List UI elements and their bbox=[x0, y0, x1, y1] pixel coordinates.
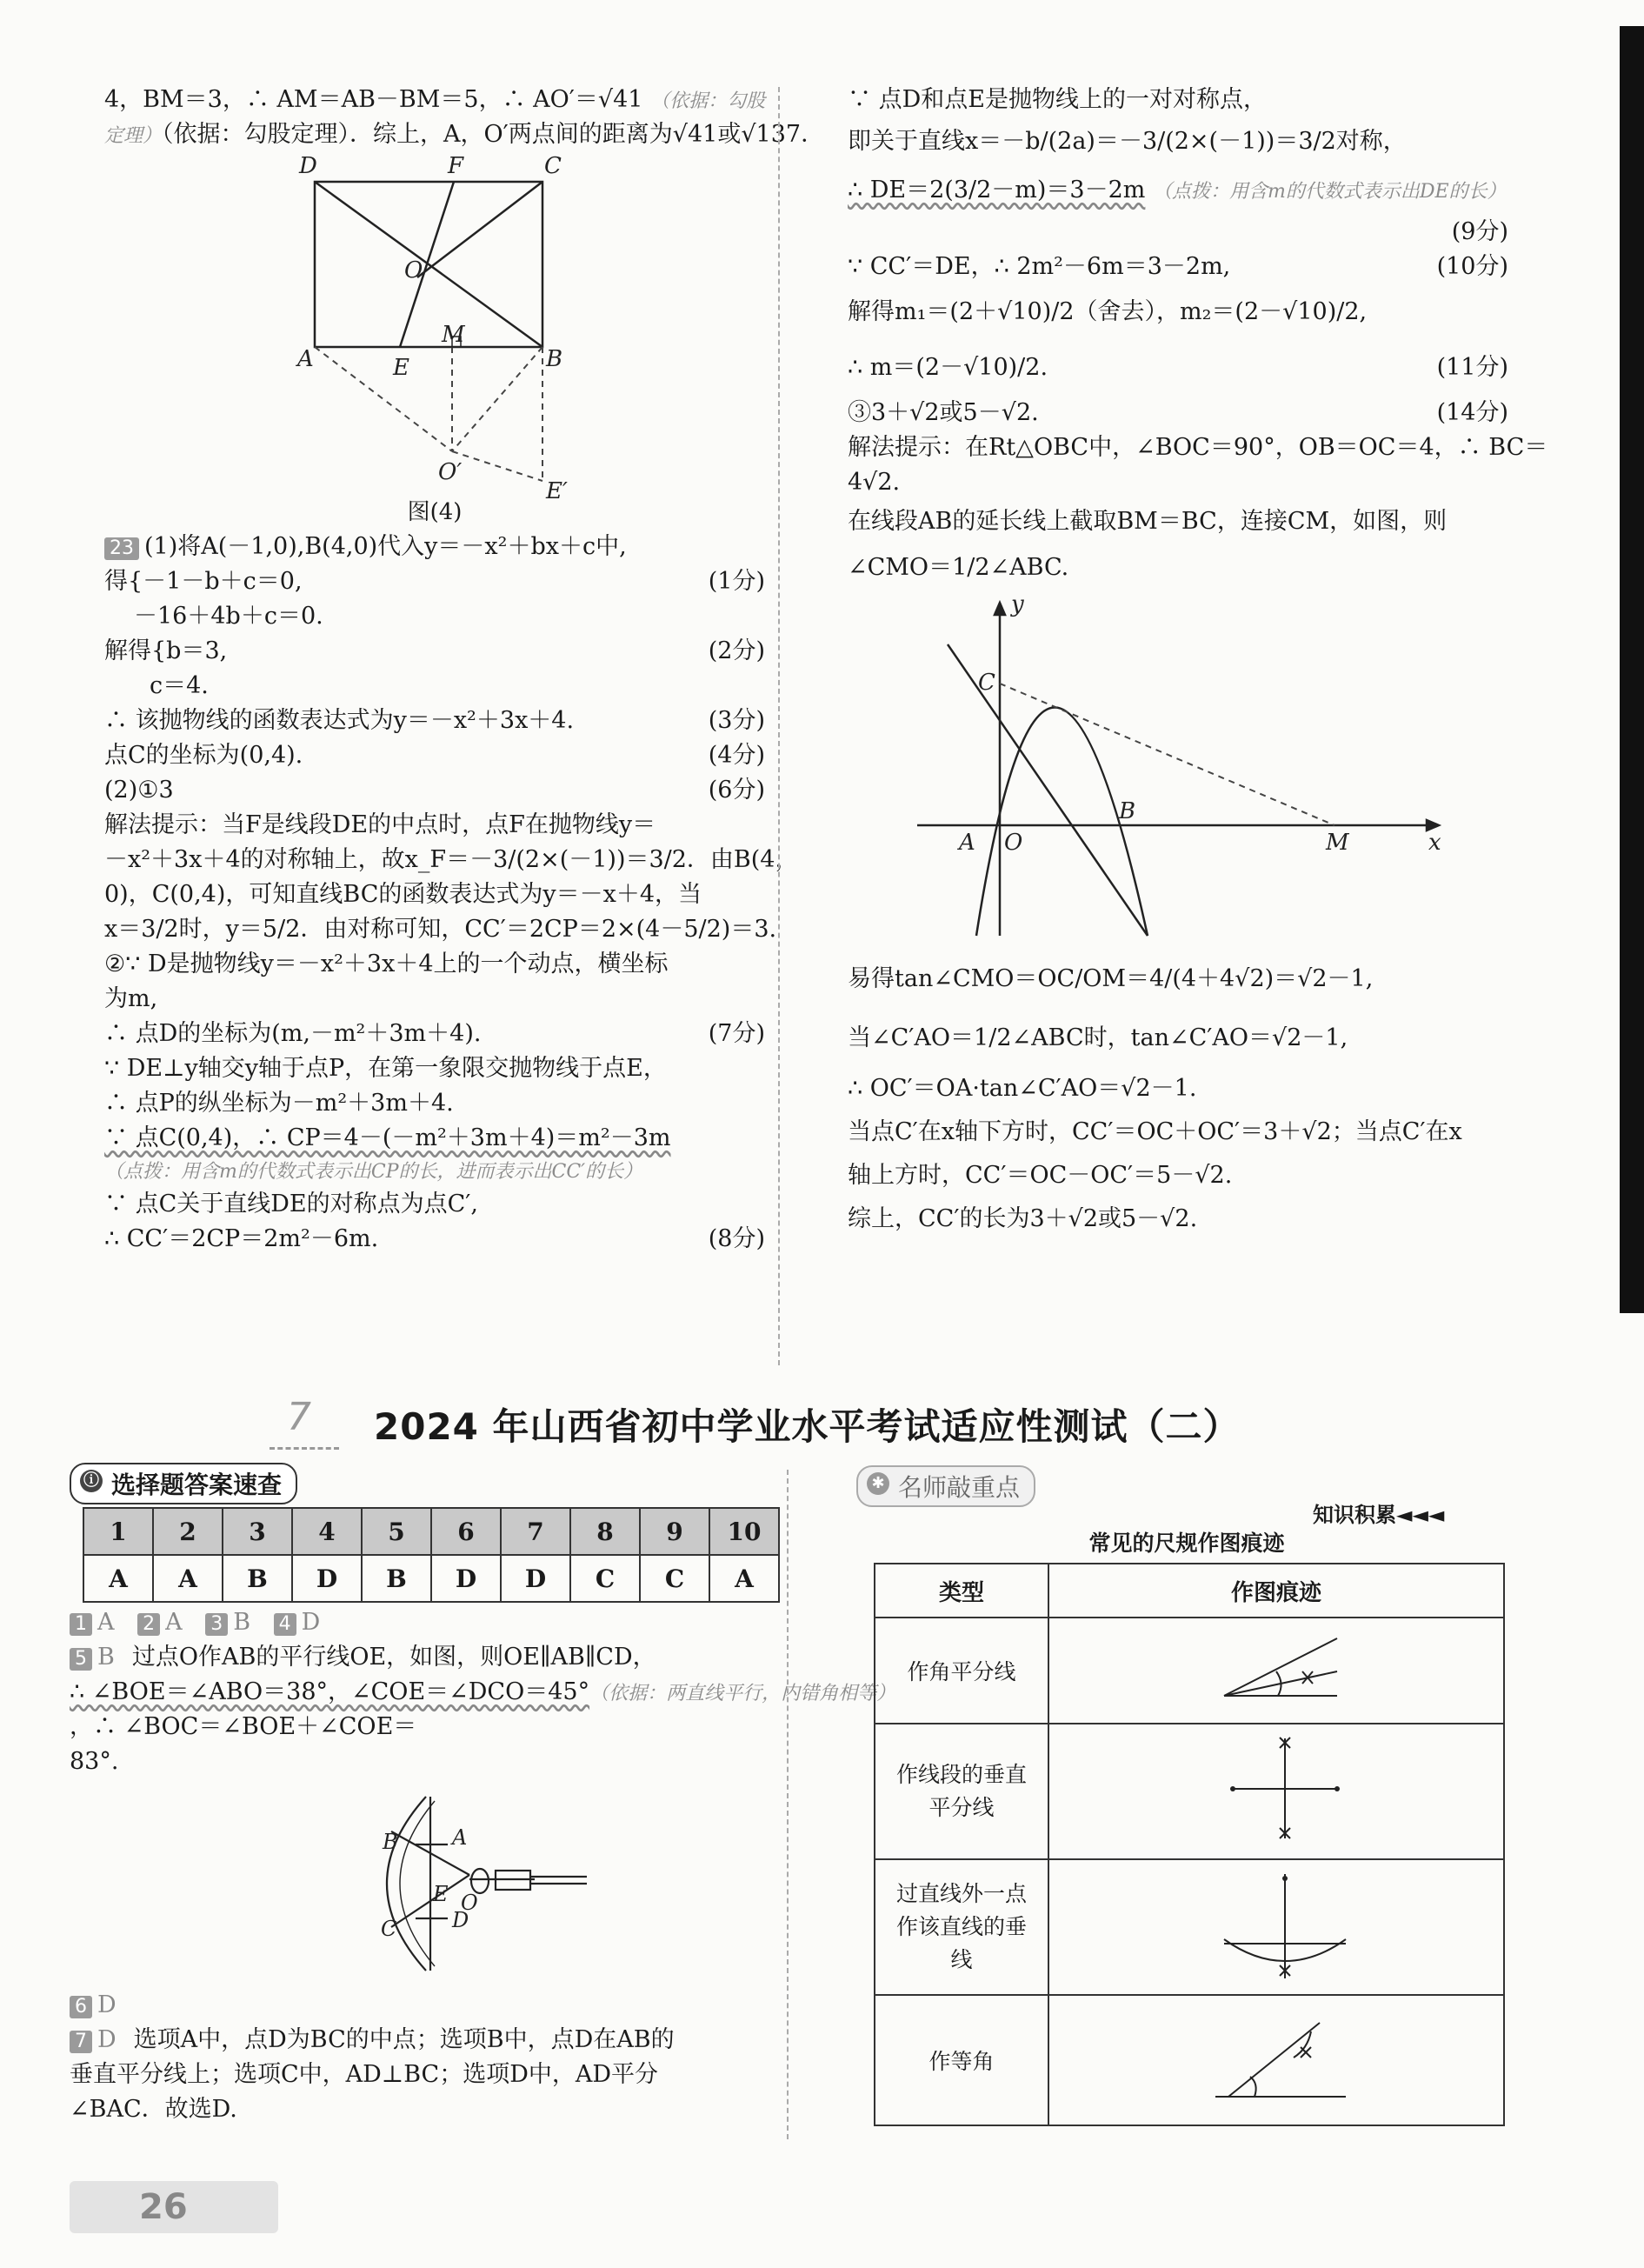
text-line: 解得m₁＝(2＋√10)/2（舍去），m₂＝(2－√10)/2, bbox=[848, 298, 1368, 325]
text-line: 在线段AB的延长线上截取BM＝BC，连接CM，如图，则 bbox=[848, 508, 1448, 535]
right-column bbox=[848, 83, 1548, 1241]
trace-row: 作线段的垂直平分线 bbox=[875, 1724, 1504, 1859]
text-line: 即关于直线x＝－b/(2a)＝－3/(2×(－1))＝3/2对称， bbox=[848, 128, 1407, 155]
answer-table bbox=[83, 1507, 780, 1603]
text-line: ∴ 点P的纵坐标为－m²＋3m＋4. bbox=[104, 1090, 454, 1117]
trace-row: 作等角 bbox=[875, 1995, 1504, 2125]
text-line: 23 (1)将A(－1,0),B(4,0)代入y＝－x²＋bx＋c中, bbox=[104, 530, 765, 564]
text-line: 0)，C(0,4)，可知直线BC的函数表达式为y＝－x＋4，当 bbox=[104, 881, 702, 908]
trace-table-title: 常见的尺规作图痕迹 bbox=[1088, 1531, 1285, 1556]
trace-table-header: 类型 作图痕迹 bbox=[875, 1564, 1504, 1618]
text-line: 解法提示：当F是线段DE的中点时，点F在抛物线y＝ bbox=[104, 811, 656, 838]
text-line: 综上，CC′的长为3＋√2或5－√2. bbox=[848, 1205, 1198, 1232]
text-line: ∴ CC′＝2CP＝2m²－6m. (8分) bbox=[104, 1225, 765, 1252]
section-title: 2024 年山西省初中学业水平考试适应性测试（二） bbox=[374, 1405, 1241, 1448]
fig5-label-D: D bbox=[452, 1908, 469, 1932]
text-line: ∵ 点C(0,4)，∴ CP＝4－(－m²＋3m＋4)＝m²－3m bbox=[104, 1124, 671, 1151]
text-line: (2)①3 (6分) bbox=[104, 777, 765, 804]
text-line: (9分) bbox=[1451, 218, 1508, 245]
left-column bbox=[104, 83, 825, 1257]
info-icon: ⓘ bbox=[80, 1470, 103, 1492]
text-line: ②∵ D是抛物线y＝－x²＋3x＋4上的一个动点，横坐标 bbox=[104, 951, 669, 977]
fig4-label-C: C bbox=[544, 153, 562, 179]
trace-row: 过直线外一点作该直线的垂线 bbox=[875, 1859, 1504, 1995]
fig4-label-D: D bbox=[299, 153, 317, 179]
text-line: 得{－1－b＋c＝0, (1分) bbox=[104, 568, 765, 595]
answer-table-answers: A A B D B D D C C A bbox=[83, 1555, 779, 1602]
figure-4 bbox=[104, 147, 765, 530]
text-line: 4，BM＝3，∴ AM＝AB－BM＝5，∴ AO′＝√41 （依据：勾股 bbox=[104, 86, 766, 113]
fig5-label-E: E bbox=[433, 1882, 449, 1906]
text-line: 垂直平分线上；选项C中，AD⊥BC；选项D中，AD平分 bbox=[70, 2061, 658, 2088]
parabola-graph bbox=[848, 592, 1508, 949]
text-line: 当∠C′AO＝1/2∠ABC时，tan∠C′AO＝√2－1, bbox=[848, 1024, 1348, 1051]
quick-answers-tag: ⓘ 选择题答案速查 bbox=[70, 1463, 297, 1504]
angle-bisector-trace bbox=[1048, 1618, 1504, 1724]
fig5-label-O: O bbox=[461, 1891, 478, 1915]
text-line: ∴ OC′＝OA·tan∠C′AO＝√2－1. bbox=[848, 1075, 1197, 1102]
graph-label-A: A bbox=[959, 830, 975, 856]
graph-label-x: x bbox=[1428, 830, 1441, 856]
text-line: －x²＋3x＋4的对称轴上，故x_F＝－3/(2×(－1))＝3/2．由B(4， bbox=[104, 846, 799, 873]
equal-angle-trace bbox=[1048, 1995, 1504, 2125]
text-line: 点C的坐标为(0,4). (4分) bbox=[104, 742, 765, 769]
graph-label-y: y bbox=[1011, 592, 1024, 617]
text-line: 解得{b＝3, (2分) bbox=[104, 637, 765, 664]
question-number: 23 bbox=[104, 537, 139, 560]
graph-label-M: M bbox=[1326, 830, 1349, 856]
text-line: c＝4. bbox=[150, 672, 209, 699]
fig4-label-M: M bbox=[442, 322, 465, 348]
text-line: ∵ DE⊥y轴交y轴于点P，在第一象限交抛物线于点E， bbox=[104, 1055, 667, 1082]
fig5-label-C: C bbox=[381, 1917, 397, 1941]
trace-row: 作角平分线 bbox=[875, 1618, 1504, 1724]
fig5-label-B: B bbox=[383, 1830, 398, 1854]
text-line: ∴ m＝(2－√10)/2. (11分) bbox=[848, 354, 1508, 381]
perpendicular-line-trace bbox=[1048, 1859, 1504, 1995]
graph-label-O: O bbox=[1004, 830, 1023, 856]
fig4-label-O: O bbox=[404, 257, 423, 284]
text-line: 当点C′在x轴下方时，CC′＝OC＋OC′＝3＋√2；当点C′在x bbox=[848, 1118, 1462, 1145]
text-line: x＝3/2时，y＝5/2．由对称可知，CC′＝2CP＝2×(4－5/2)＝3. bbox=[104, 916, 777, 943]
answer-table-numbers: 1 2 3 4 5 6 7 8 9 10 bbox=[83, 1508, 779, 1555]
fig4-label-E-prime: E′ bbox=[546, 478, 568, 504]
star-icon: ✱ bbox=[867, 1472, 889, 1495]
fig4-label-F: F bbox=[448, 153, 464, 179]
text-line: 解法提示：在Rt△OBC中，∠BOC＝90°，OB＝OC＝4，∴ BC＝ bbox=[848, 434, 1548, 461]
text-line: ∴ 点D的坐标为(m,－m²＋3m＋4). (7分) bbox=[104, 1020, 765, 1047]
knowledge-subtag: 知识积累◄◄◄ bbox=[1313, 1503, 1445, 1527]
teacher-notes-tag: ✱ 名师敲重点 bbox=[856, 1465, 1035, 1507]
text-line: ∴ 该抛物线的函数表达式为y＝－x²＋3x＋4. (3分) bbox=[104, 707, 765, 734]
figure-q5 bbox=[296, 1779, 782, 1988]
page-edge-shadow bbox=[1620, 26, 1644, 1313]
graph-label-C: C bbox=[978, 670, 995, 696]
text-line: －16＋4b＋c＝0. bbox=[134, 603, 323, 630]
hint-text: （点拨：用含m的代数式表示出CP的长，进而表示出CC′的长） bbox=[104, 1161, 643, 1183]
trace-table bbox=[874, 1563, 1505, 2126]
quick-answers-body bbox=[70, 1605, 896, 2127]
text-line: 定理）（依据：勾股定理）．综上，A，O′两点间的距离为√41或√137． bbox=[104, 121, 825, 148]
figure-4-caption: 图(4) bbox=[407, 499, 463, 525]
fig4-label-B: B bbox=[546, 346, 563, 372]
text-line: 83°. bbox=[70, 1748, 119, 1775]
text-line: ∵ 点D和点E是抛物线上的一对对称点， bbox=[848, 86, 1267, 113]
text-line: ③3＋√2或5－√2. (14分) bbox=[848, 399, 1508, 426]
text-line: 易得tan∠CMO＝OC/OM＝4/(4＋4√2)＝√2－1, bbox=[848, 965, 1374, 992]
page-number-badge: 26 bbox=[70, 2181, 278, 2233]
text-line: ∵ CC′＝DE，∴ 2m²－6m＝3－2m, (10分) bbox=[848, 253, 1508, 280]
fig4-label-A: A bbox=[297, 346, 314, 372]
section-number: 7 bbox=[287, 1395, 311, 1439]
fig4-label-O-prime: O′ bbox=[438, 459, 463, 485]
graph-label-B: B bbox=[1119, 798, 1136, 824]
fig4-label-E: E bbox=[393, 355, 409, 381]
perpendicular-bisector-trace bbox=[1048, 1724, 1504, 1859]
text-line: 6 D bbox=[70, 1988, 765, 2023]
text-line: ∵ 点C关于直线DE的对称点为点C′, bbox=[104, 1191, 478, 1217]
fig5-label-A: A bbox=[452, 1825, 468, 1850]
text-line: ∴ DE＝2(3/2－m)＝3－2m （点拨：用含m的代数式表示出DE的长） bbox=[848, 177, 1507, 203]
section-number-underline bbox=[270, 1447, 339, 1450]
column-divider-lower bbox=[787, 1470, 789, 2139]
text-line: 7 D 选项A中，点D为BC的中点；选项B中，点D在AB的 bbox=[70, 2023, 765, 2058]
text-line: ∴ ∠BOE＝∠ABO＝38°，∠COE＝∠DCO＝45°（依据：两直线平行，内错角相等） bbox=[70, 1678, 896, 1705]
text-line: ∠BAC．故选D. bbox=[70, 2096, 237, 2123]
text-line: 轴上方时，CC′＝OC－OC′＝5－√2. bbox=[848, 1162, 1233, 1189]
text-line: ∠CMO＝1/2∠ABC. bbox=[848, 554, 1069, 581]
text-line: 为m, bbox=[104, 985, 158, 1012]
text-line: 4√2. bbox=[848, 469, 901, 496]
column-divider bbox=[778, 87, 780, 1365]
text-line: ，∴ ∠BOC＝∠BOE＋∠COE＝ bbox=[70, 1713, 417, 1740]
answer-row-1-4: 1 A 2 A 3 B 4 D bbox=[70, 1605, 765, 1640]
text-line: 5 B 过点O作AB的平行线OE，如图，则OE∥AB∥CD， bbox=[70, 1640, 765, 1675]
